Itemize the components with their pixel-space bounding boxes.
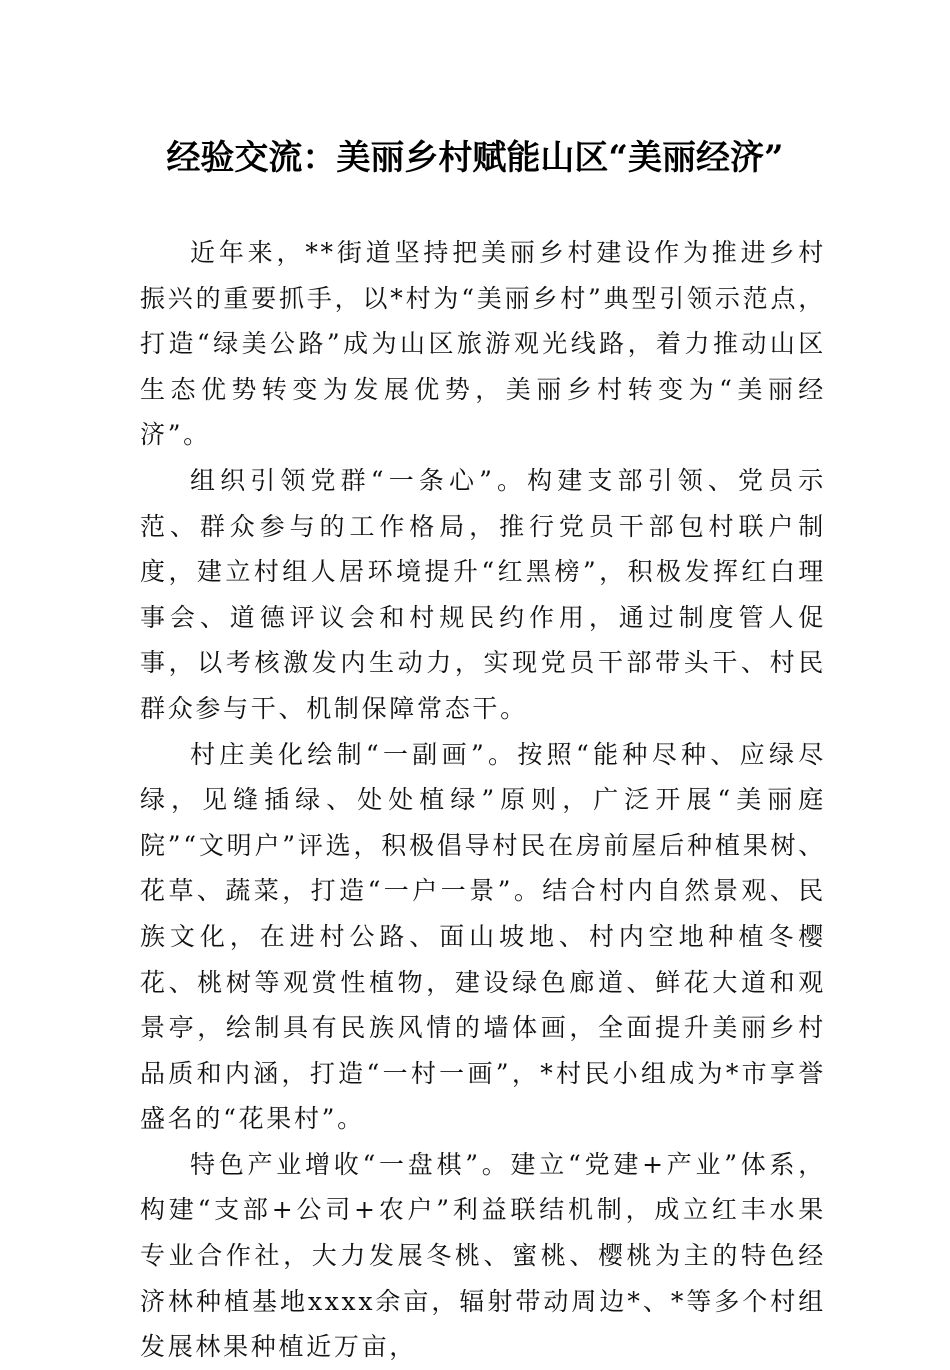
document-body [140, 230, 826, 1370]
paragraph-organization: 组织引领党群“一条心”。构建支部引领、党员示范、群众参与的工作格局，推行党员干部包村联户制度，建立村组人居环境提升“红黑榜”，积极发挥红白理事会、道德评议会和村规民约作用，通过制度管人促事，以考核激发内生动力，实现党员干部带头干、村民群众参与干、机制保障常态干。 [140, 465, 826, 723]
paragraph-village-beautification: 村庄美化绘制“一副画”。按照“能种尽种、应绿尽绿，见缝插绿、处处植绿”原则，广泛开展“美丽庭院”“文明户”评选，积极倡导村民在房前屋后种植果树、花草、蔬菜，打造“一户一景”。结合村内自然景观、民族文化，在进村公路、面山坡地、村内空地种植冬樱花、桃树等观赏性植物，建设绿色廊道、鲜花大道和观景亭，绘制具有民族风情的墙体画，全面提升美丽乡村品质和内涵，打造“一村一画”，*村民小组成为*市享誉盛名的“花果村”。 [140, 739, 826, 1134]
paragraph-industry: 特色产业增收“一盘棋”。建立“党建+产业”体系，构建“支部+公司+农户”利益联结机制，成立红丰水果专业合作社，大力发展冬桃、蜜桃、樱桃为主的特色经济林种植基地xxxx余亩，辐射带动周边*、*等多个村组发展林果种植近万亩， [140, 1149, 826, 1362]
document-title: 经验交流：美丽乡村赋能山区“美丽经济” [166, 138, 784, 178]
paragraph-intro: 近年来，**街道坚持把美丽乡村建设作为推进乡村振兴的重要抓手，以*村为“美丽乡村”典型引领示范点，打造“绿美公路”成为山区旅游观光线路，着力推动山区生态优势转变为发展优势，美丽乡村转变为“美丽经济”。 [140, 238, 826, 450]
